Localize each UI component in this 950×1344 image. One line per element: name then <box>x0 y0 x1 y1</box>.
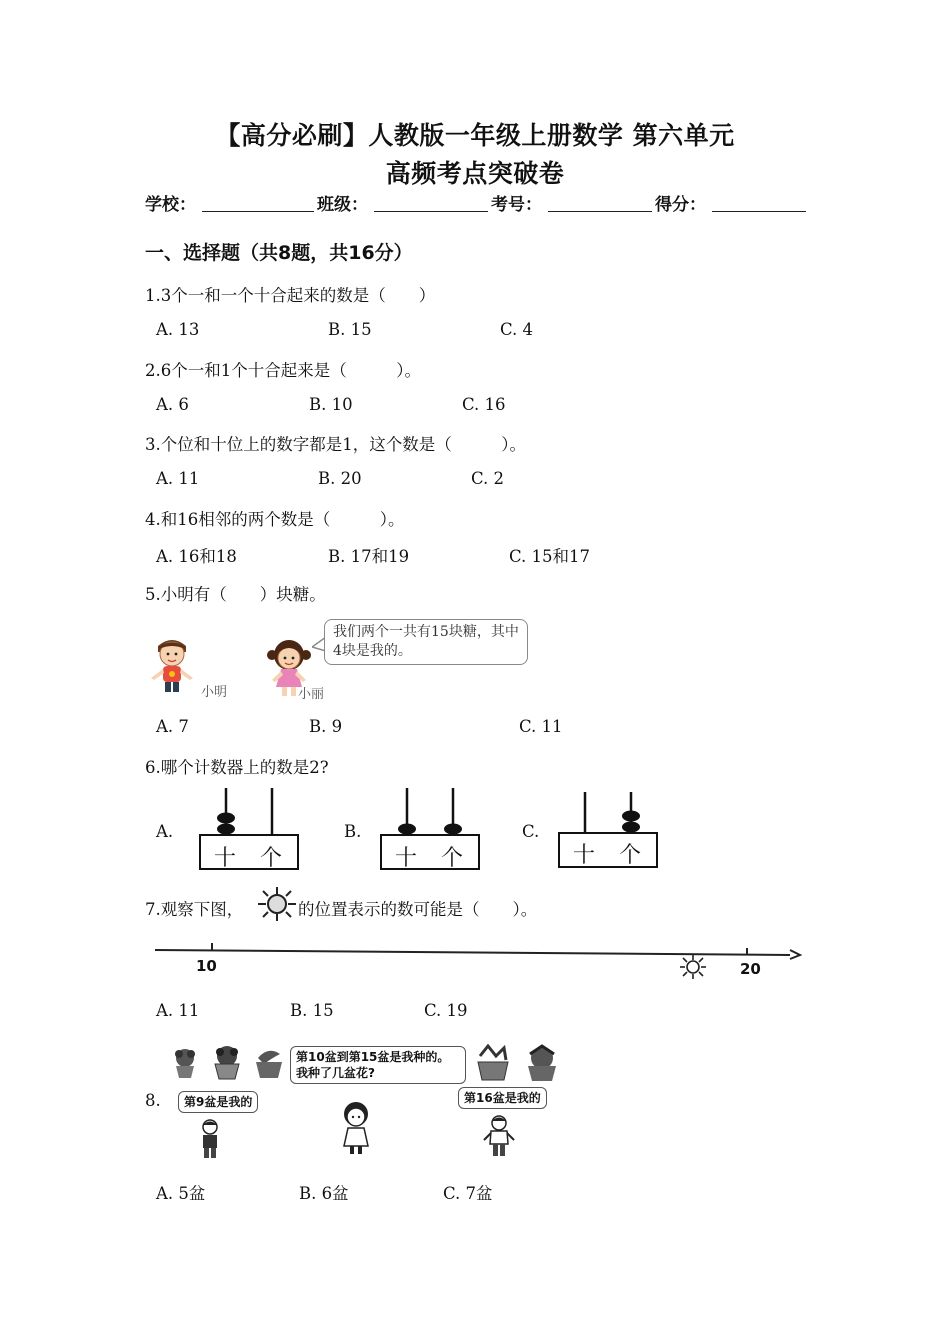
q2-option-b[interactable]: B. 10 <box>309 395 353 414</box>
exam-no-label: 考号： <box>491 195 542 215</box>
sun-icon <box>256 886 298 922</box>
q4-option-b[interactable]: B. 17和19 <box>328 547 410 566</box>
q1-option-a[interactable]: A. 13 <box>156 320 200 339</box>
question-7-start: 7.观察下图， <box>145 900 244 919</box>
abacus-a-tens: 十 <box>214 846 237 871</box>
class-field[interactable] <box>374 211 488 212</box>
question-8: 8. <box>145 1091 161 1110</box>
q5-option-b[interactable]: B. 9 <box>309 717 343 736</box>
girl-name: 小丽 <box>298 687 325 702</box>
score-label: 得分： <box>655 195 706 215</box>
q1-option-c[interactable]: C. 4 <box>500 320 534 339</box>
right-child-illustration <box>482 1114 516 1158</box>
speech-bubble: 我们两个一共有15块糖，其中4块是我的。 <box>324 619 528 665</box>
question-6: 6.哪个计数器上的数是2? <box>145 758 329 777</box>
q6-option-c[interactable]: C. <box>522 822 540 841</box>
q6-option-b[interactable]: B. <box>344 822 362 841</box>
q7-option-b[interactable]: B. 15 <box>290 1001 334 1020</box>
q6-option-a[interactable]: A. <box>156 822 174 841</box>
q1-option-b[interactable]: B. 15 <box>328 320 372 339</box>
question-5: 5.小明有（ ）块糖。 <box>145 585 326 604</box>
exam-no-field[interactable] <box>548 211 652 212</box>
flower-pots-right <box>472 1044 568 1084</box>
q7-option-c[interactable]: C. 19 <box>424 1001 468 1020</box>
question-2: 2.6个一和1个十合起来是（ ）。 <box>145 361 421 380</box>
abacus-a-ones: 个 <box>260 846 283 871</box>
abacus-b-ones: 个 <box>441 846 464 871</box>
left-child-illustration <box>194 1118 226 1160</box>
q2-option-c[interactable]: C. 16 <box>462 395 506 414</box>
abacus-b-tens: 十 <box>395 846 418 871</box>
q3-option-a[interactable]: A. 11 <box>156 469 200 488</box>
q2-option-a[interactable]: A. 6 <box>156 395 189 414</box>
question-3: 3.个位和十位上的数字都是1，这个数是（ ）。 <box>145 435 526 454</box>
q4-option-a[interactable]: A. 16和18 <box>156 547 237 566</box>
school-field[interactable] <box>202 211 314 212</box>
page-title: 【高分必刷】人教版一年级上册数学 第六单元 <box>215 121 735 150</box>
question-4: 4.和16相邻的两个数是（ ）。 <box>145 510 405 529</box>
q8-option-a[interactable]: A. 5盆 <box>156 1184 206 1203</box>
abacus-c-tens: 十 <box>573 843 596 868</box>
school-label: 学校： <box>145 195 196 215</box>
q5-option-c[interactable]: C. 11 <box>519 717 563 736</box>
left-speech-bubble: 第9盆是我的 <box>178 1091 258 1113</box>
q4-option-c[interactable]: C. 15和17 <box>509 547 591 566</box>
abacus-c-ones: 个 <box>619 843 642 868</box>
class-label: 班级： <box>317 195 368 215</box>
number-line-right-label: 20 <box>740 960 761 978</box>
page-subtitle: 高频考点突破卷 <box>385 159 565 188</box>
number-line-sun-icon <box>678 954 708 980</box>
score-field[interactable] <box>712 211 806 212</box>
section-heading: 一、选择题（共8题，共16分） <box>145 242 413 264</box>
number-line-left-label: 10 <box>196 957 217 975</box>
question-7-end: 的位置表示的数可能是（ ）。 <box>298 900 538 919</box>
q5-option-a[interactable]: A. 7 <box>156 717 189 736</box>
flower-pots-left <box>168 1044 290 1082</box>
middle-speech-bubble: 第10盆到第15盆是我种的。我种了几盆花? <box>290 1046 466 1084</box>
q3-option-c[interactable]: C. 2 <box>471 469 505 488</box>
boy-name: 小明 <box>201 685 228 700</box>
right-speech-bubble: 第16盆是我的 <box>458 1087 547 1109</box>
boy-illustration <box>146 632 198 694</box>
q3-option-b[interactable]: B. 20 <box>318 469 362 488</box>
middle-child-illustration <box>336 1100 376 1156</box>
question-1: 1.3个一和一个十合起来的数是（ ） <box>145 286 436 305</box>
q8-option-c[interactable]: C. 7盆 <box>443 1184 493 1203</box>
q7-option-a[interactable]: A. 11 <box>156 1001 200 1020</box>
q8-option-b[interactable]: B. 6盆 <box>299 1184 349 1203</box>
